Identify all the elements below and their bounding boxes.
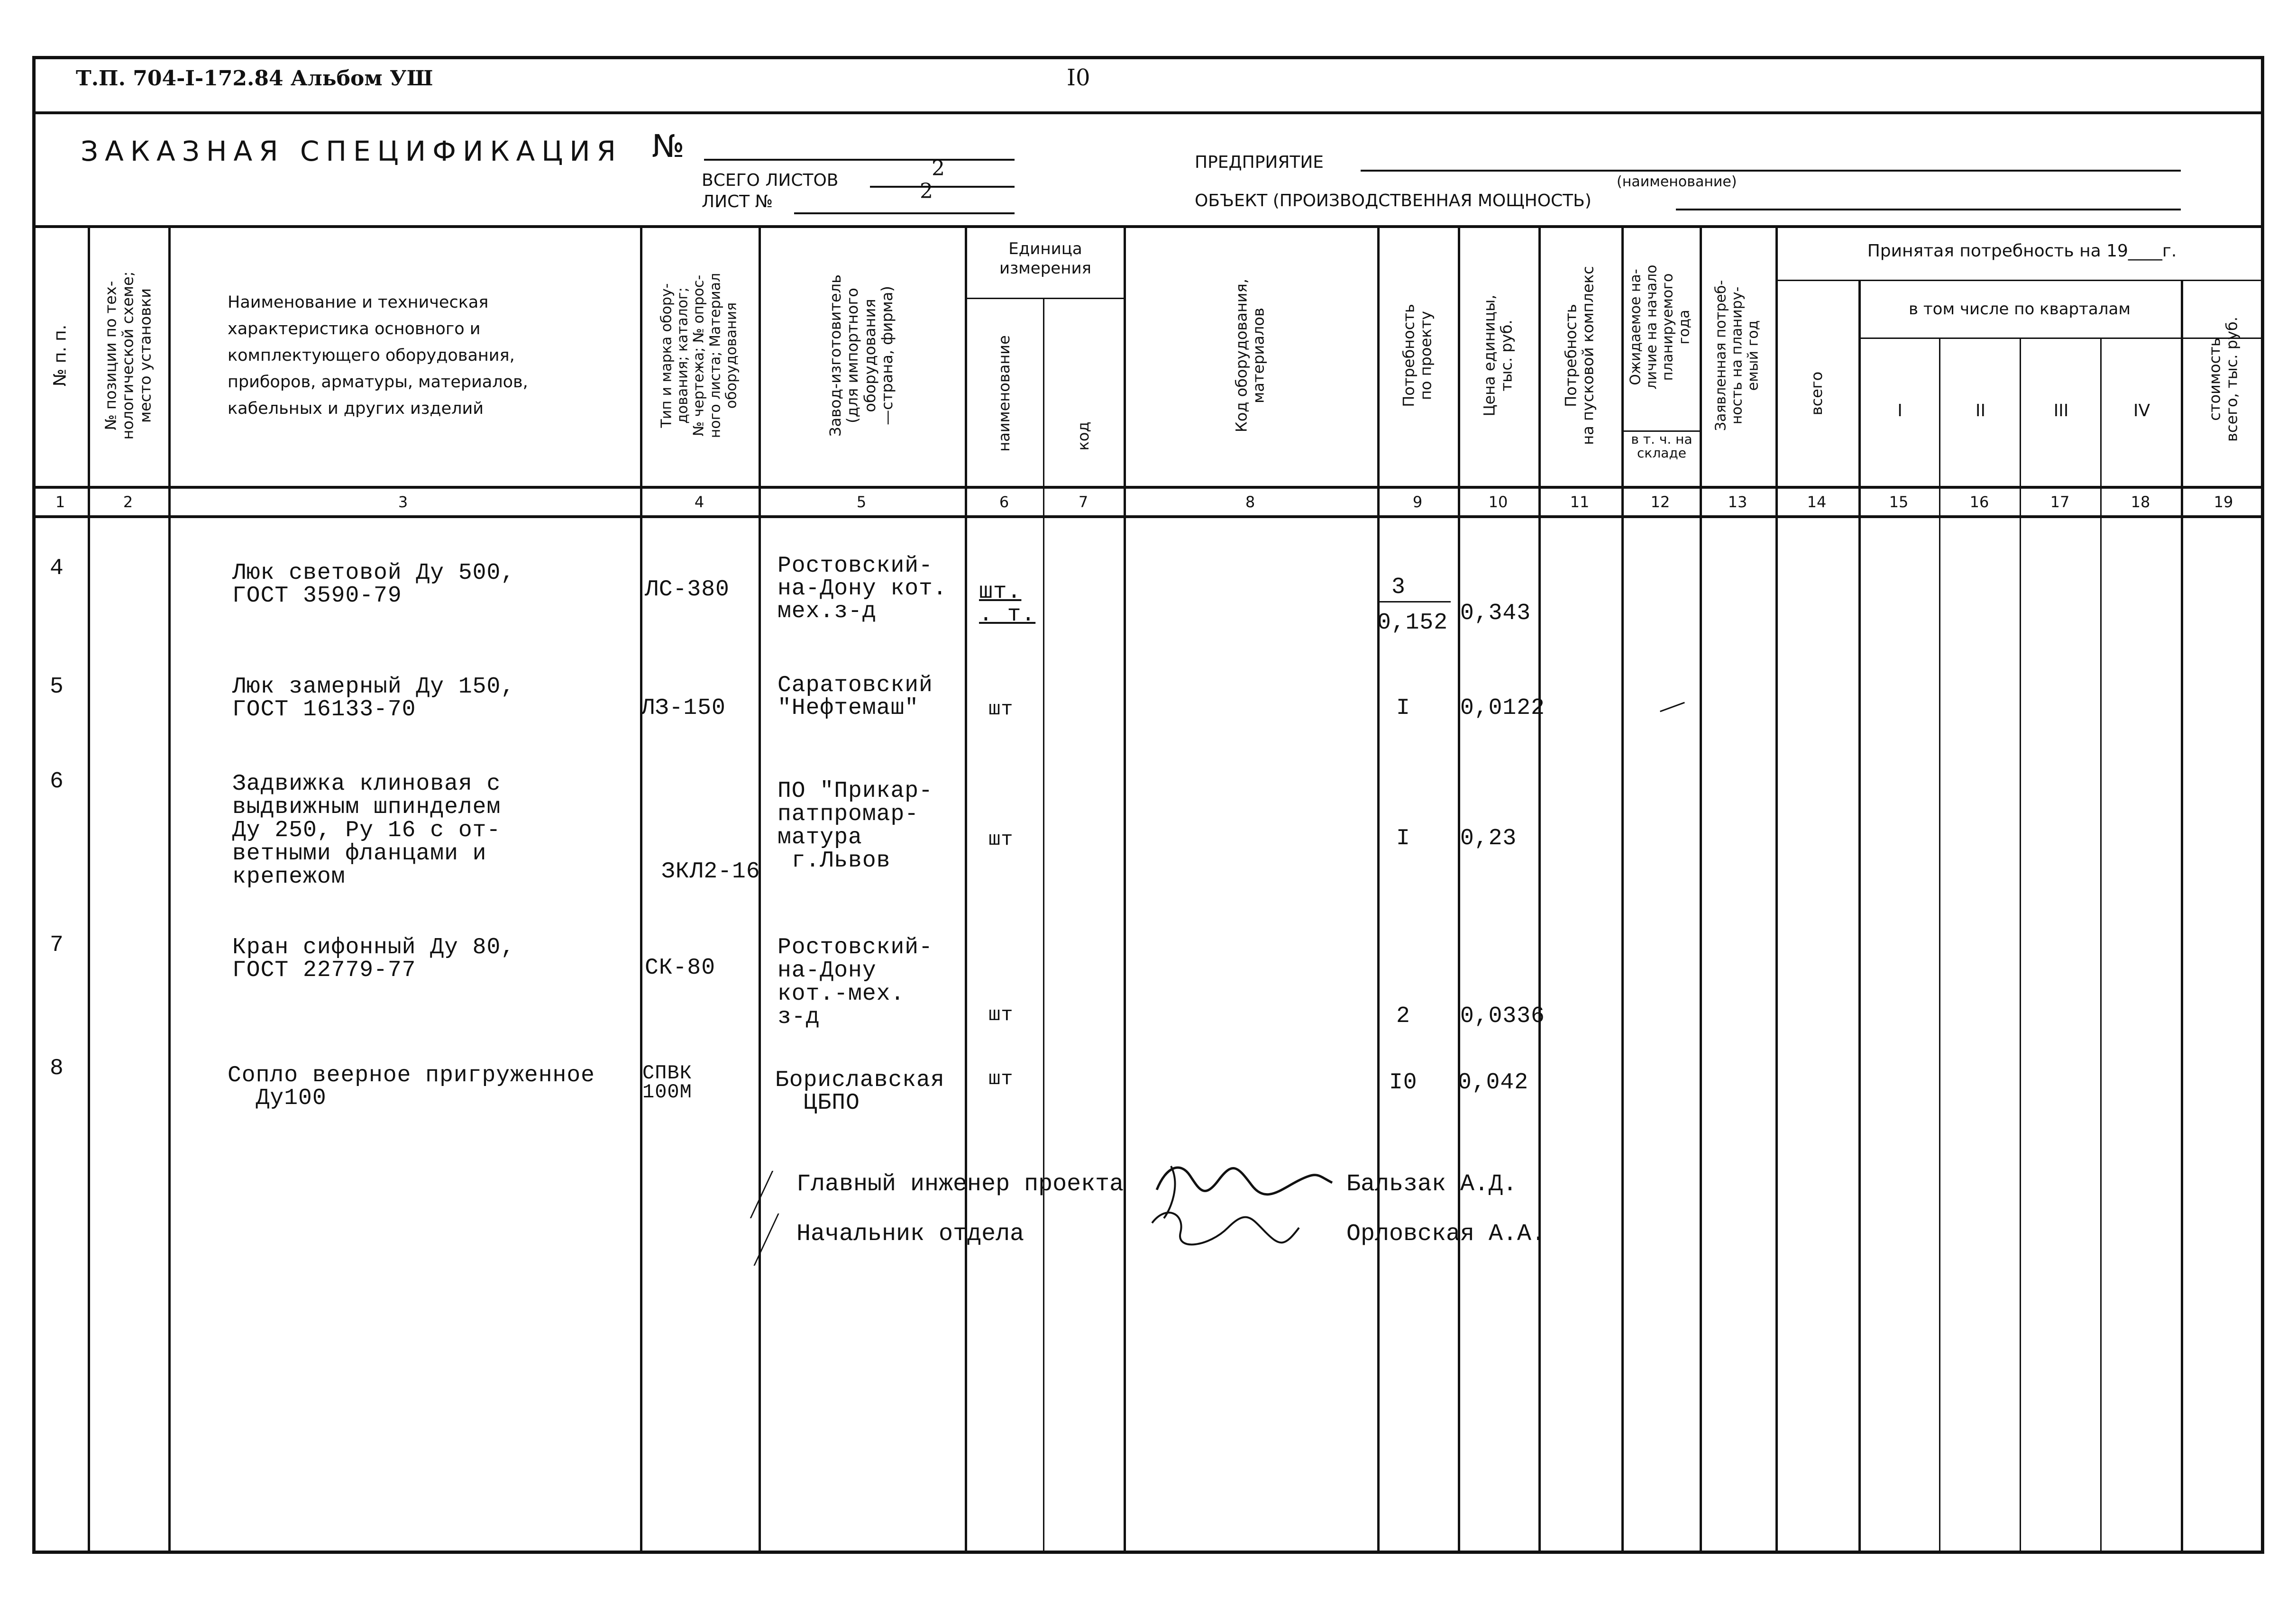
col-line-5 [965,225,967,1554]
total-sheets-value: 2 [932,156,945,181]
header-project-need: Потребность по проекту [1400,304,1435,407]
object-label: ОБЪЕКТ (ПРОИЗВОДСТВЕННАЯ МОЩНОСТЬ) [1195,191,1592,210]
col-line-3 [640,225,642,1554]
row-number: 5 [50,674,64,700]
header-position: № позиции по тех- нологической схеме; место установки [101,271,155,440]
column-numbers-border [32,515,2264,518]
column-number: 4 [694,493,704,511]
col-line-17 [2100,338,2102,1554]
item-name: Кран сифонный Ду 80, ГОСТ 22779-77 [232,935,515,983]
col-line-13 [1775,225,1778,1554]
quarters-group-divider [1858,338,2264,339]
item-qty: I [1396,826,1410,851]
sheet-number-line [794,212,1015,214]
signature-person: Орловская А.А. [1346,1221,1546,1248]
col-line-10 [1538,225,1541,1554]
column-number: 17 [2050,493,2070,511]
item-unit: шт [988,1067,1014,1090]
column-number: 8 [1245,493,1255,511]
header-unit-price: Цена единицы, тыс. руб. [1480,294,1516,417]
column-number: 2 [123,493,133,511]
document-reference: Т.П. 704-I-172.84 Альбом УШ [76,66,433,91]
item-name: Сопло веерное пригруженное Ду100 [228,1063,595,1111]
enterprise-line [1361,170,2181,172]
sheet-number-value: 2 [920,179,933,203]
column-number: 7 [1078,493,1089,511]
item-price: 0,23 [1460,826,1517,851]
item-qty-numerator: 3 [1391,575,1406,600]
item-unit: шт [988,1004,1014,1026]
row-number: 7 [50,932,64,958]
header-manufacturer: Завод-изготовитель (для импортного оборудования —страна, фирма) [826,274,896,437]
header-quarter-4: IV [2133,401,2150,420]
column-number: 6 [999,493,1009,511]
col-line-2 [168,225,171,1554]
total-sheets-line [870,186,1015,188]
row-number: 4 [50,556,64,581]
item-qty: I0 [1389,1070,1418,1095]
item-price: 0,0122 [1460,695,1545,721]
col-line-1 [88,225,90,1554]
item-unit: шт [988,828,1014,851]
column-number: 15 [1889,493,1909,511]
signature-role: Начальник отдела [796,1221,1025,1248]
col-line-16 [2020,338,2021,1554]
header-in-stock: в т. ч. на складе [1631,431,1692,461]
form-title: ЗАКАЗНАЯ СПЕЦИФИКАЦИЯ [81,135,622,167]
item-name: Люк замерный Ду 150, ГОСТ 16133-70 [232,674,515,722]
header-row-number: № п. п. [50,324,70,387]
signature-role: Главный инженер проекта [796,1171,1124,1198]
item-type: ЗКЛ2-16 [661,859,760,885]
col-line-18 [2181,280,2183,1554]
item-qty: 2 [1396,1004,1410,1029]
col-line-14 [1858,280,1861,1554]
column-number: 18 [2131,493,2150,511]
col-line-11 [1621,225,1624,1554]
signature-person: Бальзак А.Д. [1346,1171,1518,1198]
header-quarters-group: в том числе по кварталам [1909,300,2131,319]
spec-number-line [704,159,1015,161]
header-name-characteristic: Наименование и техническая характеристика основного и комплектующего оборудования, приборов, арматуры, материалов, кабельных и других изделий [228,293,528,418]
item-manufacturer: Бориславская ЦБПО [775,1067,945,1116]
header-launch-need: Потребность на пусковой комплекс [1562,266,1597,445]
col-line-8 [1377,225,1380,1554]
item-price: 0,0336 [1460,1004,1545,1029]
column-number: 9 [1412,493,1423,511]
column-number: 3 [398,493,408,511]
row-number: 8 [50,1056,64,1081]
item-type: СПВК 100М [642,1062,692,1104]
page-number: I0 [1067,64,1090,91]
column-number: 14 [1807,493,1827,511]
signature-scribble [1138,1138,1337,1261]
item-name: Люк световой Ду 500, ГОСТ 3590-79 [232,560,515,609]
item-name: Задвижка клиновая с выдвижным шпинделем Ду 250, Ру 16 с от- ветными фланцами и крепежом [232,771,501,890]
enterprise-label: ПРЕДПРИЯТИЕ [1195,153,1324,172]
item-type: СК-80 [645,955,716,981]
item-unit: шт. . т. [979,579,1036,628]
item-manufacturer: Ростовский- на-Дону кот.-мех. з-д [778,935,933,1030]
item-type: ЛС-380 [645,577,730,602]
col-line-6 [1043,298,1044,1554]
header-unit-name: наименование [995,335,1013,452]
row-number: 6 [50,769,64,794]
item-manufacturer: ПО "Прикар- патпромар- матура г.Львов [778,778,933,874]
header-quarter-1: I [1897,401,1903,420]
item-manufacturer: Саратовский "Нефтемаш" [778,673,933,721]
col-line-7 [1124,225,1126,1554]
column-number: 16 [1969,493,1989,511]
item-type: ЛЗ-150 [641,695,726,721]
header-type-brand: Тип и марка обору- дования; каталог; № чертежа; № опрос- ного листа; Материал оборудования [658,273,740,438]
top-divider [32,111,2264,114]
item-qty-denominator: 0,152 [1377,610,1448,636]
column-number: 10 [1488,493,1508,511]
column-number: 5 [856,493,867,511]
header-quarter-2: II [1975,401,1986,420]
header-unit-code: код [1074,421,1092,451]
col-line-4 [759,225,761,1554]
item-unit: шт [988,698,1014,721]
table-top-border [32,225,2264,228]
sheet-number-label: ЛИСТ № [702,192,773,211]
column-number: 12 [1650,493,1670,511]
item-manufacturer: Ростовский- на-Дону кот. мех.з-д [778,553,947,624]
col-line-12 [1700,225,1702,1554]
header-bottom-border [32,486,2264,489]
header-unit-group: Единица измерения [999,239,1092,278]
header-total: всего [1807,371,1826,416]
header-expected-stock: Ожидаемое на- личие на начало планируемого года [1627,265,1693,390]
total-sheets-label: ВСЕГО ЛИСТОВ [702,171,839,190]
header-equipment-code: Код оборудования, материалов [1232,278,1268,433]
col-line-9 [1458,225,1460,1554]
header-declared-need: Заявленная потреб- ность на планиру- емый год [1712,280,1762,431]
fraction-bar [1380,601,1451,602]
naming-note: (наименование) [1617,173,1737,190]
header-quarter-3: III [2053,401,2069,420]
object-line [1676,209,2181,210]
item-qty: I [1396,695,1410,721]
header-accepted-group: Принятая потребность на 19____г. [1867,241,2177,261]
number-sign: № [652,128,685,164]
item-price: 0,343 [1460,601,1531,626]
column-number: 11 [1570,493,1590,511]
item-price: 0,042 [1458,1070,1529,1095]
column-number: 19 [2214,493,2233,511]
col-line-15 [1939,338,1940,1554]
column-number: 13 [1728,493,1747,511]
accepted-group-divider [1775,280,2264,281]
header-total-cost: стоимость всего, тыс. руб. [2205,317,2241,442]
column-number: 1 [55,493,65,511]
